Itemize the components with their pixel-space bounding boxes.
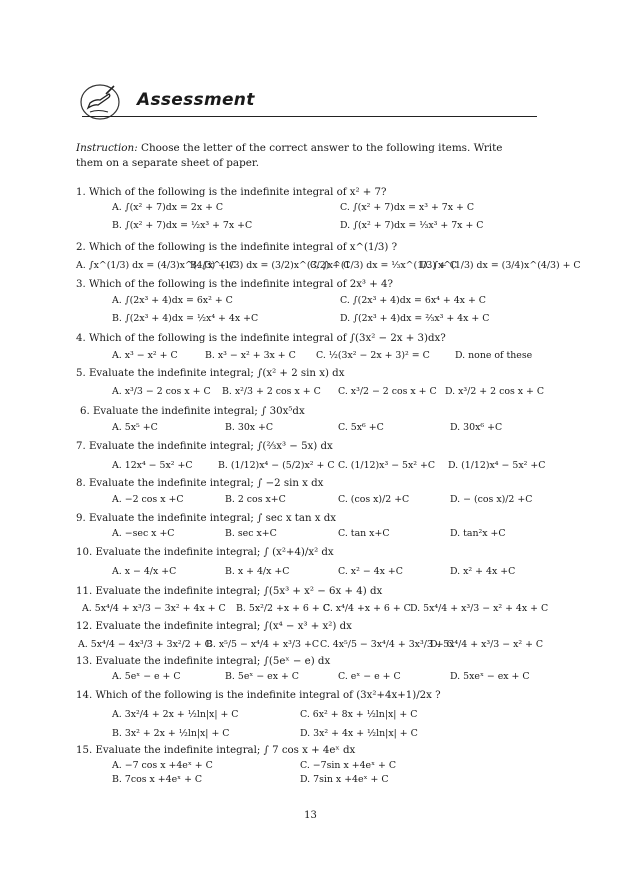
option-text: A. ∫(x² + 7)dx = 2x + C — [112, 202, 224, 213]
question-5: 5. Evaluate the indefinite integral; ∫(x² + 2 sin x) dx — [76, 368, 345, 379]
option-text: A. x − 4/x +C — [112, 566, 177, 577]
option-text: C. (1/12)x³ − 5x² +C — [338, 460, 436, 471]
option-text: C. ∫(x² + 7)dx = x³ + 7x + C — [340, 202, 475, 213]
option-text: A. −7 cos x +4eˣ + C — [112, 760, 213, 771]
option-text: B. 3x² + 2x + ½ln|x| + C — [112, 728, 230, 739]
option-text: C. ∫(2x³ + 4)dx = 6x⁴ + 4x + C — [340, 295, 486, 306]
option-text: D. 30x⁶ +C — [450, 422, 503, 433]
option-text: C. x² − 4x +C — [338, 566, 403, 577]
option-text: A. ∫(2x³ + 4)dx = 6x² + C — [112, 295, 233, 306]
option-text: B. ∫(x² + 7)dx = ½x³ + 7x +C — [112, 220, 253, 231]
option-text: A. 12x⁴ − 5x² +C — [112, 460, 193, 471]
option-text: B. (1/12)x⁴ − (5/2)x² + C — [218, 460, 335, 471]
option-text: A. x³/3 − 2 cos x + C — [112, 386, 211, 397]
question-2: 2. Which of the following is the indefinite integral of x^(1/3) ? — [76, 242, 398, 253]
instruction-line1: Choose the letter of the correct answer to the following items. Write — [137, 142, 503, 154]
option-text: A. −sec x +C — [112, 528, 175, 539]
option-text: B. 2 cos x+C — [225, 494, 286, 505]
option-text: B. ∫(2x³ + 4)dx = ½x⁴ + 4x +C — [112, 313, 259, 324]
option-text: A. −2 cos x +C — [112, 494, 184, 505]
option-text: B. 5eˣ − ex + C — [225, 671, 299, 682]
page-number: 13 — [304, 810, 317, 821]
option-text: D. − (cos x)/2 +C — [450, 494, 533, 505]
option-text: D. 3x² + 4x + ½ln|x| + C — [300, 728, 418, 739]
option-text: A. x³ − x² + C — [112, 350, 178, 361]
option-text: C. x⁴/4 +x + 6 + C — [323, 603, 411, 614]
option-text: B. sec x+C — [225, 528, 277, 539]
option-text: B. 5x²/2 +x + 6 + C — [236, 603, 330, 614]
option-text: A. ∫x^(1/3) dx = (4/3)x^(4/3) + C — [76, 260, 237, 271]
option-text: A. 5x⁴/4 + x³/3 − 3x² + 4x + C — [82, 603, 226, 614]
option-text: C. tan x+C — [338, 528, 390, 539]
question-3: 3. Which of the following is the indefinite integral of 2x³ + 4? — [76, 279, 393, 290]
option-text: A. 5x⁵ +C — [112, 422, 158, 433]
question-7: 7. Evaluate the indefinite integral; ∫(⅔x³ − 5x) dx — [76, 441, 333, 452]
option-text: B. x + 4/x +C — [225, 566, 290, 577]
option-text: A. 5x⁴/4 − 4x³/3 + 3x²/2 + C — [78, 639, 212, 650]
option-text: C. −7sin x +4eˣ + C — [300, 760, 397, 771]
option-text: C. ∫x^(1/3) dx = ⅓x^(1/3) + C — [310, 260, 457, 271]
option-text: B. x³ − x² + 3x + C — [205, 350, 296, 361]
option-text: B. ∫x^(1/3) dx = (3/2)x^(3/2) + C — [190, 260, 351, 271]
option-text: D. tan²x +C — [450, 528, 506, 539]
question-8: 8. Evaluate the indefinite integral; ∫ −2 sin x dx — [76, 478, 324, 489]
title-underline — [82, 116, 537, 117]
page-title: Assessment — [137, 90, 255, 110]
option-text: D. ∫(2x³ + 4)dx = ⅔x³ + 4x + C — [340, 313, 490, 324]
option-text: C. 4x⁵/5 − 3x⁴/4 + 3x³/3 + C — [320, 639, 454, 650]
option-text: C. eˣ − e + C — [338, 671, 401, 682]
question-9: 9. Evaluate the indefinite integral; ∫ sec x tan x dx — [76, 513, 337, 524]
instruction-label: Instruction: — [76, 142, 138, 154]
question-10: 10. Evaluate the indefinite integral; ∫ (x²+4)/x² dx — [76, 547, 334, 558]
option-text: D. ∫(x² + 7)dx = ⅓x³ + 7x + C — [340, 220, 484, 231]
option-text: D. ∫x^(1/3) dx = (3/4)x^(4/3) + C — [420, 260, 581, 271]
option-text: A. 5eˣ − e + C — [112, 671, 181, 682]
option-text: A. 3x²/4 + 2x + ½ln|x| + C — [112, 709, 239, 720]
question-13: 13. Evaluate the indefinite integral; ∫(5eˣ − e) dx — [76, 656, 331, 667]
question-11: 11. Evaluate the indefinite integral; ∫(5x³ + x² − 6x + 4) dx — [76, 586, 383, 597]
option-text: C. x³/2 − 2 cos x + C — [338, 386, 437, 397]
option-text: D. 5x⁴/4 + x³/3 − x² + 4x + C — [410, 603, 549, 614]
question-1: 1. Which of the following is the indefinite integral of x² + 7? — [76, 187, 387, 198]
question-4: 4. Which of the following is the indefinite integral of ∫(3x² − 2x + 3)dx? — [76, 333, 446, 344]
option-text: C. 6x² + 8x + ½ln|x| + C — [300, 709, 418, 720]
option-text: C. (cos x)/2 +C — [338, 494, 410, 505]
question-15: 15. Evaluate the indefinite integral; ∫ 7 cos x + 4eˣ dx — [76, 745, 356, 756]
option-text: B. x⁵/5 − x⁴/4 + x³/3 +C — [206, 639, 319, 650]
option-text: D. 5xeˣ − ex + C — [450, 671, 530, 682]
option-text: C. 5x⁶ +C — [338, 422, 384, 433]
instruction-line2: them on a separate sheet of paper. — [76, 156, 260, 169]
option-text: C. ½(3x² − 2x + 3)² = C — [316, 350, 430, 361]
option-text: B. x²/3 + 2 cos x + C — [222, 386, 321, 397]
question-6: 6. Evaluate the indefinite integral; ∫ 30x⁵dx — [80, 406, 305, 417]
option-text: D. (1/12)x⁴ − 5x² +C — [448, 460, 546, 471]
question-14: 14. Which of the following is the indefinite integral of (3x²+4x+1)/2x ? — [76, 690, 441, 701]
question-12: 12. Evaluate the indefinite integral; ∫(x⁴ − x³ + x²) dx — [76, 621, 352, 632]
option-text: D. x² + 4x +C — [450, 566, 516, 577]
instruction-text — [76, 141, 544, 170]
option-text: B. 7cos x +4eˣ + C — [112, 774, 203, 785]
option-text: D. none of these — [455, 350, 533, 361]
option-text: D. 7sin x +4eˣ + C — [300, 774, 389, 785]
option-text: D. 5x⁴/4 + x³/3 − x² + C — [430, 639, 544, 650]
option-text: B. 30x +C — [225, 422, 274, 433]
option-text: D. x³/2 + 2 cos x + C — [445, 386, 545, 397]
